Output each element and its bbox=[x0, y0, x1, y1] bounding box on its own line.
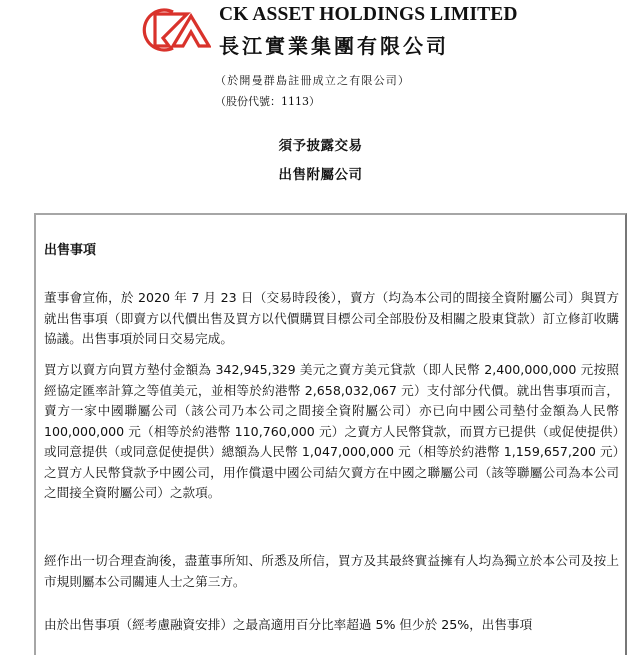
announcement-title-1: 須予披露交易 bbox=[278, 138, 363, 154]
announcement-title-2: 出售附屬公司 bbox=[278, 167, 363, 183]
paragraph-consideration: 買方以賣方向買方墊付金額為 342,945,329 美元之賣方美元貸款（即人民幣 2,400,000,000 元按照經協定匯率計算之等值美元，並相等於約港幣 2,658,032,067 元）支付部分代價。就出售事項而言，賣方一家中國聯屬公司（該公司乃本公司之間接全資附屬公司）亦已向中國公司墊付金額為人民幣 100,000,000 元（相等於約港幣 110,760,000 元）之賣方人民幣貸款，而買方已提供（或促使提供）或同意提供（或同意促使提供）總額為人民幣 1,047,000,000 元（相等於約港幣 1,159,657,200 元）之買方人民幣貸款予中國公司，用作償還中國公司結欠賣方在中國之聯屬公司（該等聯屬公司為本公司之間接全資附屬公司）之款項。 bbox=[44, 362, 619, 500]
paragraph-independence: 經作出一切合理查詢後，盡董事所知、所悉及所信，買方及其最終實益擁有人均為獨立於本公司及按上市規則屬本公司關連人士之第三方。 bbox=[44, 553, 619, 589]
paragraph-percentage-ratio: 由於出售事項（經考慮融資安排）之最高適用百分比率超過 5% 但少於 25%，出售事項 bbox=[44, 617, 533, 632]
stock-code: （股份代號：1113） bbox=[215, 95, 320, 108]
paragraph-announcement: 董事會宣佈，於 2020 年 7 月 23 日（交易時段後），賣方（均為本公司的間接全資附屬公司）與買方就出售事項（即賣方以代價出售及買方以代價購買目標公司全部股份及相關之股東貸款）訂立修訂收購協議。出售事項於同日交易完成。 bbox=[44, 290, 619, 346]
incorporation-note: （於開曼群島註冊成立之有限公司） bbox=[215, 74, 411, 87]
summary-box bbox=[34, 213, 627, 655]
section-heading: 出售事項 bbox=[44, 243, 97, 258]
company-name-english: CK ASSET HOLDINGS LIMITED bbox=[219, 4, 518, 25]
company-name-chinese: 長江實業集團有限公司 bbox=[219, 34, 449, 58]
ck-asset-logo bbox=[133, 4, 211, 54]
